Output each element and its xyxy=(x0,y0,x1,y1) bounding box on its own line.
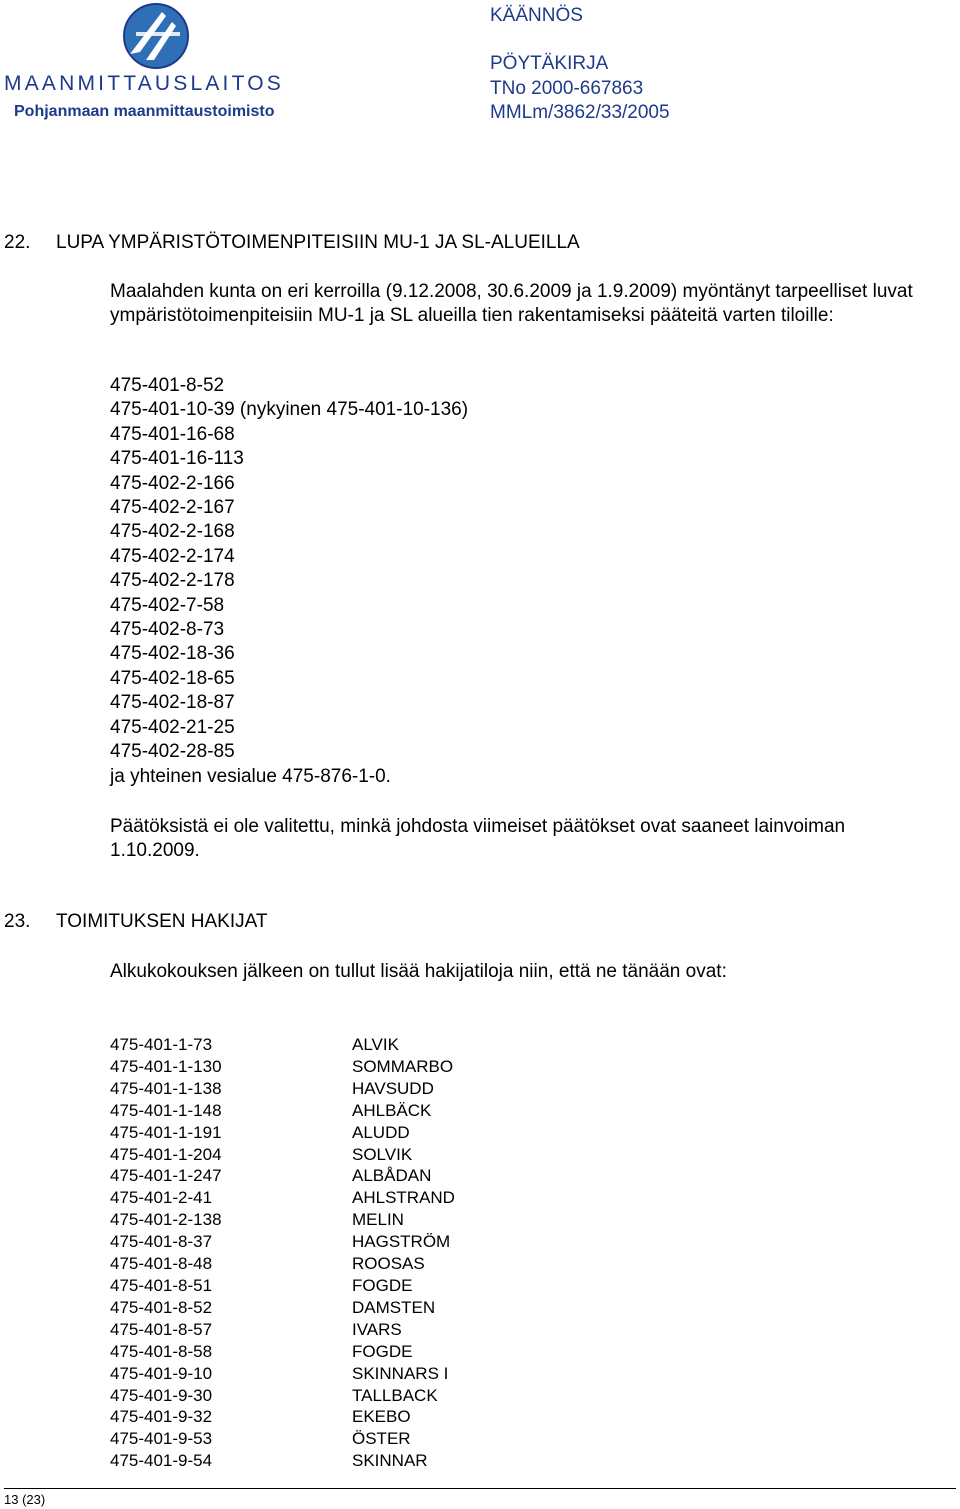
section-number: 23. xyxy=(4,911,31,932)
applicant-name: HAVSUDD xyxy=(352,1078,434,1098)
table-row xyxy=(110,1341,455,1363)
table-row xyxy=(110,1385,455,1407)
table-row xyxy=(110,1187,455,1209)
list-item: 475-401-16-113 xyxy=(110,448,244,470)
applicant-name: ALUDD xyxy=(352,1122,410,1142)
applicant-name: SOLVIK xyxy=(352,1144,413,1164)
office-name: Pohjanmaan maanmittaustoimisto xyxy=(14,103,275,120)
applicant-id: 475-401-2-138 xyxy=(110,1210,222,1230)
list-item: 475-402-18-36 xyxy=(110,643,235,665)
list-item: 475-402-8-73 xyxy=(110,619,225,641)
organization-name: MAANMITTAUSLAITOS xyxy=(4,72,284,95)
document-type: PÖYTÄKIRJA xyxy=(490,53,609,74)
table-row xyxy=(110,1056,455,1078)
applicant-name: AHLSTRAND xyxy=(352,1188,455,1208)
section-22-heading xyxy=(4,232,580,254)
applicant-id: 475-401-1-148 xyxy=(110,1100,222,1120)
applicant-name: SKINNARS I xyxy=(352,1363,449,1383)
list-item: 475-402-2-178 xyxy=(110,570,235,592)
translation-label: KÄÄNNÖS xyxy=(490,5,583,26)
tno-number: TNo 2000-667863 xyxy=(490,78,644,99)
applicant-id: 475-401-8-37 xyxy=(110,1232,213,1252)
applicant-id: 475-401-8-58 xyxy=(110,1341,213,1361)
applicant-name: MELIN xyxy=(352,1210,404,1230)
applicant-id: 475-401-1-73 xyxy=(110,1035,213,1054)
table-row xyxy=(110,1209,455,1231)
list-item: 475-402-21-25 xyxy=(110,716,235,738)
list-item: 475-401-8-52 xyxy=(110,375,225,396)
table-row xyxy=(110,1319,455,1341)
applicant-name: TALLBACK xyxy=(352,1385,438,1405)
applicant-id: 475-401-9-10 xyxy=(110,1363,213,1383)
applicant-name: ALVIK xyxy=(352,1035,399,1054)
applicant-id: 475-401-8-57 xyxy=(110,1319,213,1339)
table-row xyxy=(110,1363,455,1385)
applicant-name: SKINNAR xyxy=(352,1451,428,1471)
applicant-id: 475-401-1-247 xyxy=(110,1166,222,1186)
applicant-id: 475-401-8-52 xyxy=(110,1297,213,1317)
table-row xyxy=(110,1078,455,1100)
applicant-name: DAMSTEN xyxy=(352,1297,436,1317)
section-title: LUPA YMPÄRISTÖTOIMENPITEISIIN MU-1 JA SL-ALUEILLA xyxy=(56,232,580,253)
section-number: 22. xyxy=(4,232,31,253)
table-row xyxy=(110,1231,455,1253)
applicant-id: 475-401-1-138 xyxy=(110,1078,222,1098)
applicant-name: SOMMARBO xyxy=(352,1056,454,1076)
section-23-heading xyxy=(4,911,268,933)
table-row xyxy=(110,1275,455,1297)
applicant-id: 475-401-8-51 xyxy=(110,1275,213,1295)
table-row xyxy=(110,1034,455,1056)
list-item: ja yhteinen vesialue 475-876-1-0. xyxy=(110,765,391,787)
applicant-name: HAGSTRÖM xyxy=(352,1232,451,1252)
applicants-table xyxy=(110,1034,455,1472)
applicant-id: 475-401-9-53 xyxy=(110,1429,213,1449)
applicant-name: AHLBÄCK xyxy=(352,1100,432,1120)
applicant-id: 475-401-9-54 xyxy=(110,1451,213,1471)
applicant-id: 475-401-9-32 xyxy=(110,1407,213,1427)
table-row xyxy=(110,1450,455,1472)
applicant-name: ALBÅDAN xyxy=(352,1166,432,1186)
applicant-id: 475-401-9-30 xyxy=(110,1385,213,1405)
list-item: 475-401-16-68 xyxy=(110,423,235,445)
organization-logo xyxy=(4,0,304,100)
applicant-id: 475-401-8-48 xyxy=(110,1254,213,1274)
section-title: TOIMITUKSEN HAKIJAT xyxy=(56,911,268,932)
table-row xyxy=(110,1406,455,1428)
applicant-id: 475-401-1-130 xyxy=(110,1056,222,1076)
section-23-intro: Alkukokouksen jälkeen on tullut lisää hakijatiloja niin, että ne tänään ovat: xyxy=(110,961,727,982)
section-22-intro: Maalahden kunta on eri kerroilla (9.12.2008, 30.6.2009 ja 1.9.2009) myöntänyt tarpeelliset luvat ympäristötoimenpiteisiin MU-1 ja SL alueilla tien rakentamiseksi pääteitä varten tiloille: xyxy=(110,281,913,326)
footer-divider xyxy=(4,1488,956,1489)
list-item: 475-402-7-58 xyxy=(110,594,225,616)
mmlm-number: MMLm/3862/33/2005 xyxy=(490,102,670,123)
list-item: 475-402-2-167 xyxy=(110,497,235,519)
table-row xyxy=(110,1297,455,1319)
applicant-name: FOGDE xyxy=(352,1275,413,1295)
applicant-id: 475-401-1-204 xyxy=(110,1144,222,1164)
section-22-conclusion: Päätöksistä ei ole valitettu, minkä johdosta viimeiset päätökset ovat saaneet lainvoiman 1.10.2009. xyxy=(110,816,846,861)
table-row xyxy=(110,1165,455,1187)
table-row xyxy=(110,1100,455,1122)
applicant-id: 475-401-2-41 xyxy=(110,1188,213,1208)
list-item: 475-401-10-39 (nykyinen 475-401-10-136) xyxy=(110,399,469,421)
applicant-name: IVARS xyxy=(352,1319,402,1339)
page-number: 13 (23) xyxy=(4,1492,46,1507)
applicant-id: 475-401-1-191 xyxy=(110,1122,222,1142)
list-item: 475-402-18-87 xyxy=(110,692,235,714)
table-row xyxy=(110,1122,455,1144)
table-row xyxy=(110,1144,455,1166)
applicant-name: EKEBO xyxy=(352,1407,411,1427)
list-item: 475-402-28-85 xyxy=(110,741,235,763)
list-item: 475-402-2-168 xyxy=(110,521,235,543)
parcel-list xyxy=(110,374,468,789)
list-item: 475-402-2-174 xyxy=(110,545,235,567)
maanmittauslaitos-logo-icon xyxy=(122,2,190,70)
applicant-name: ROOSAS xyxy=(352,1254,425,1274)
applicant-name: FOGDE xyxy=(352,1341,413,1361)
table-row xyxy=(110,1253,455,1275)
list-item: 475-402-2-166 xyxy=(110,472,235,494)
table-row xyxy=(110,1428,455,1450)
applicant-name: ÖSTER xyxy=(352,1429,411,1449)
list-item: 475-402-18-65 xyxy=(110,667,235,689)
